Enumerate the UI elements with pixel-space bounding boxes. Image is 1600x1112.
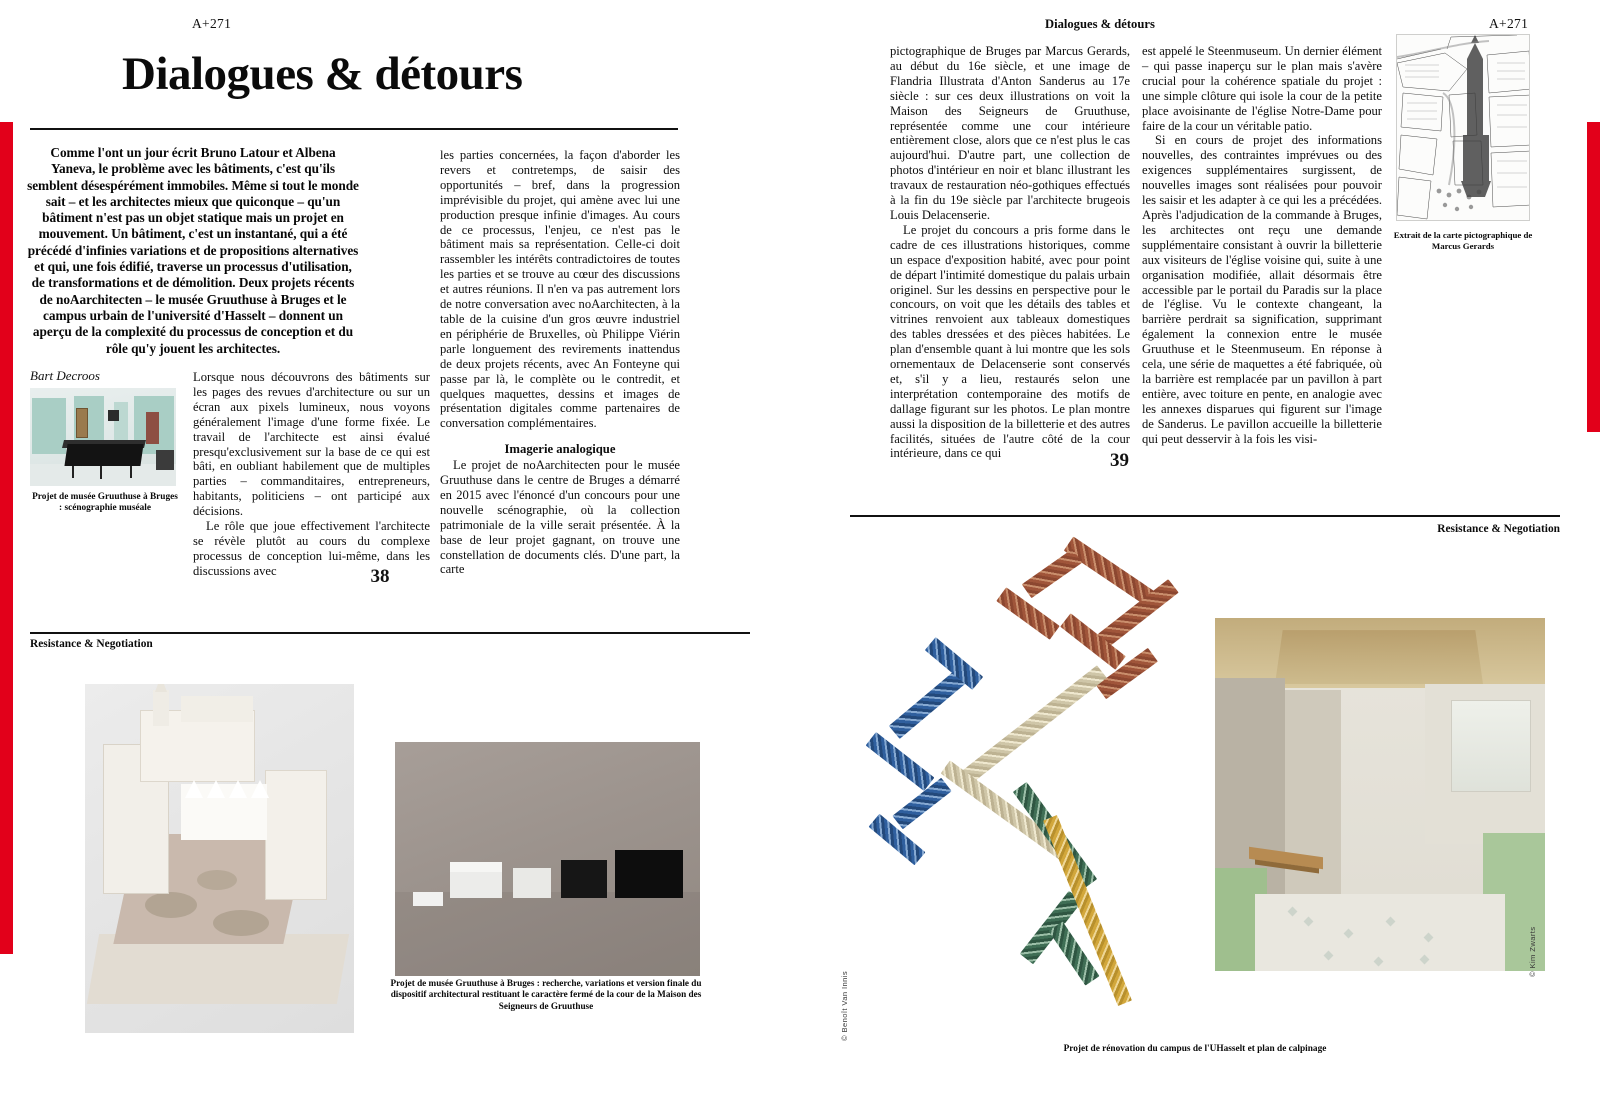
bottom-left-rule bbox=[30, 632, 750, 634]
paragraph: Le projet de noAarchitecten pour le musée Gruuthuse dans le centre de Bruges a démarré en 2015 avec l'énoncé d'un concours pour une nouvelle scénographie, où la collection patrimoniale de la ville serait présentée. À la base de leur projet gagnant, on trouve une constellation de documents clés. D'une part, la carte bbox=[440, 458, 680, 577]
page-title: Dialogues & détours bbox=[122, 48, 523, 100]
body-column-2 bbox=[440, 148, 680, 577]
paragraph: Le projet du concours a pris forme dans le cadre de ces illustrations historiques, comme un espace d'exposition habité, avec pour point de départ l'intimité domestique du palais urbain originel. Sur les dessins en perspective pour le concours, on voit que les détails des tables et vitrines renvoient aux tableaux domestiques des tables dressées et des pièces habitées. Le plan d'ensemble quant à lui montre que les sols ornementaux de Delacenserie sont conservés et, s'il y a lieu, restaurés selon une interprétation contemporaine des motifs de dallage figurant sur les photos. Le plan montre aussi la disposition de la billetterie et des autres facilités, situées de l'autre côté de la cour intérieure, dans ce qui bbox=[890, 222, 1130, 461]
section-subheading: Imagerie analogique bbox=[504, 442, 616, 457]
figure-caption-models: Projet de musée Gruuthuse à Bruges : recherche, variations et version finale du dispositif architectural restituant le caractère fermé de la cour de la Maison des Seigneurs de Gruuthuse bbox=[390, 978, 702, 1011]
figure-caption-museum: Projet de musée Gruuthuse à Bruges : scénographie muséale bbox=[32, 492, 178, 514]
paragraph: Si en cours de projet des informations nouvelles, des contraintes imprévues ou des exigences supplémentaires surgissent, de nouvelles images sont réalisées pour pouvoir les saisir et les adapter à ce qui les a précédées. Après l'adjudication de la commande à Bruges, les architectes ont reçu une demande supplémentaire consistant à ouvrir la billetterie aux visiteurs de l'église voisine qui, suite à une organisation modifiée, allait désormais être accessible par le portail du Paradis sur la place de l'église. Vu le contexte changeant, la barrière perdrait sa signification, supprimant également la connexion entre le musée Gruuthuse et le Steenmuseum. En réponse à cela, une série de maquettes a été fabriquée, où la barrière est remplacée par un pavillon à part entière, avec toiture en pente, en analogie avec les annexes disparues qui figurent sur l'image de Sanderus. Le pavillon accueille la billetterie qui peut desservir à la fois les visi- bbox=[1142, 133, 1382, 446]
figure-calpinage-plan bbox=[845, 545, 1205, 1035]
folio-issue-right: A+271 bbox=[1489, 16, 1529, 31]
body-column-1 bbox=[193, 370, 430, 579]
running-head-left: Resistance & Negotiation bbox=[30, 638, 153, 650]
photo-credit-right: © Kim Zwarts bbox=[1528, 926, 1537, 977]
photo-credit-left: © Benoît Van Innis bbox=[840, 970, 849, 1041]
figure-caption-campus: Projet de rénovation du campus de l'UHasselt et plan de calpinage bbox=[1063, 1044, 1327, 1054]
figure-gerards-map bbox=[1396, 34, 1530, 221]
page-number-left: 38 bbox=[370, 566, 390, 587]
title-rule bbox=[30, 128, 678, 130]
photo-uhasselt-corridor bbox=[1215, 618, 1545, 971]
running-head-article: Dialogues & détours bbox=[1045, 17, 1155, 31]
body-column-3 bbox=[890, 44, 1130, 461]
map-engraving-svg bbox=[1397, 35, 1530, 221]
bottom-right-rule bbox=[850, 515, 1560, 517]
folio-issue-left: A+271 bbox=[192, 16, 232, 31]
page-number-right: 39 bbox=[1110, 450, 1129, 471]
author-byline: Bart Decroos bbox=[30, 368, 100, 383]
paragraph: est appelé le Steenmuseum. Un dernier élément – qui passe inaperçu sur le plan mais s'avère crucial pour la cohérence spatiale du projet : une simple clôture qui isole la cour de la petite place avoisinante de l'église Notre-Dame pour faire de la cour un véritable patio. bbox=[1142, 44, 1382, 133]
paragraph: Lorsque nous découvrons des bâtiments sur les pages des revues d'architecture ou sur un écran aux pixels lumineux, nous voyons généralement l'image d'une forme fixée. Le travail de l'architecte est ainsi évalué presqu'exclusivement sur la base de ce qui est bâti, en oubliant habilement que de multiples parties – commanditaires, entrepreneurs, habitants, politiciens – ont participé aux décisions. bbox=[193, 370, 430, 519]
running-head-right: Resistance & Negotiation bbox=[1437, 523, 1560, 535]
paragraph: pictographique de Bruges par Marcus Gerards, au début du 16e siècle, et une image de Flandria Illustrata d'Anton Sanderus au 17e siècle : sur ces deux illustrations on voit la Maison des Seigneurs de Gruuthuse, représentée comme une cour intérieure entièrement close, alors que ce n'est plus le cas aujourd'hui. D'autre part, une collection de photos d'intérieur en noir et blanc illustrant les travaux de restauration néo-gothiques effectués à la fin du 19e siècle par l'architecte brugeois Louis Delacenserie. bbox=[890, 44, 1130, 222]
body-column-4 bbox=[1142, 44, 1382, 446]
photo-model-variations bbox=[395, 742, 700, 976]
paragraph: les parties concernées, la façon d'aborder les revers et contretemps, de saisir des opportunités – bref, dans la progression imprévisible du projet, qui amène avec lui une production presque infinie d'images. Au cours de ce processus, l'enjeu, ce n'est pas le bâtiment mais sa représentation. Celle-ci doit rassembler les intérêts contradictoires de toutes les parties et se trouve au cœur des discussions et autres réunions. Il n'en va pas autrement lors de notre conversation avec noAarchitecten, à la table de la cuisine d'un gros œuvre industriel en périphérie de Bruxelles, où Philippe Viérin parle longuement des revirements inattendus de deux projets récents, avec An Fonteyne qui passe par là, le complète ou le contredit, et quelques maquettes, dessins et images de présentation digitales comme partenaires de conversation complémentaires. bbox=[440, 148, 680, 431]
figure-museum-scenography bbox=[30, 388, 176, 486]
figure-caption-map: Extrait de la carte pictographique de Marcus Gerards bbox=[1393, 230, 1533, 251]
photo-model-gruuthuse-overview bbox=[85, 684, 354, 1033]
bleed-mark-right bbox=[1587, 122, 1600, 432]
paragraph: Le rôle que joue effectivement l'architecte se révèle plutôt au cours du complexe processus de conception lui-même, dans les discussions avec bbox=[193, 519, 430, 578]
lead-paragraph: Comme l'ont un jour écrit Bruno Latour et Albena Yaneva, le problème avec les bâtiments, c'est qu'ils semblent désespérément immobiles. Même si tout le monde sait – et les architectes mieux que quiconque – qu'un bâtiment n'est pas un objet statique mais un projet en mouvement. Un bâtiment, c'est un instantané, qui a été précédé d'infinies variations et de propositions alternatives et qui, une fois édifié, traverse un processus d'utilisation, de transformations et de démolition. Deux projets récents de noAarchitecten – le musée Gruuthuse à Bruges et le campus urbain de l'université d'Hasselt – donnent un aperçu de la complexité du processus de conception et du rôle qu'y jouent les architectes. bbox=[27, 145, 359, 356]
